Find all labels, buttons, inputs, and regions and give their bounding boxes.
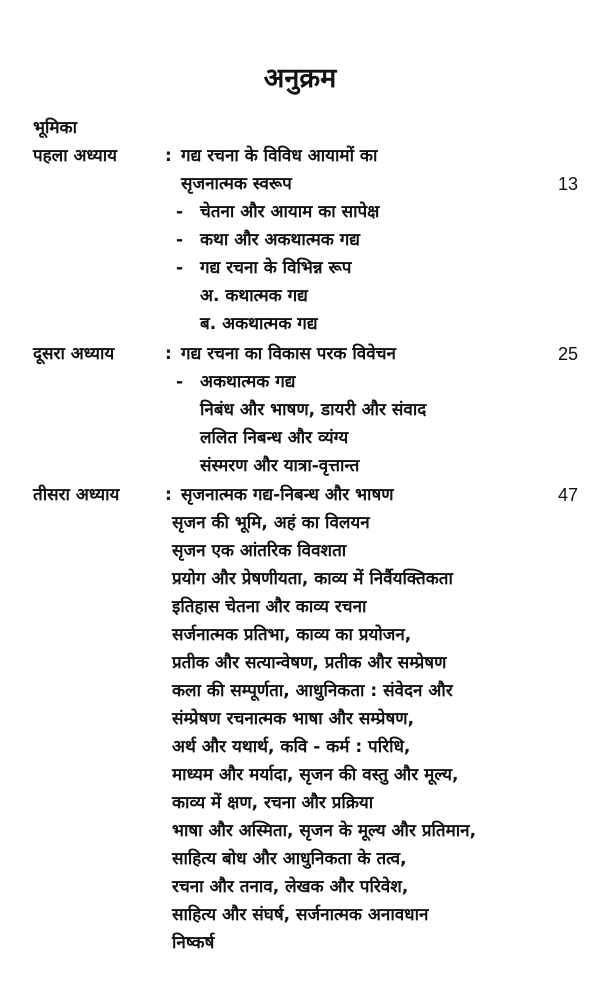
toc-subitem: भाषा और अस्मिता, सृजन के मूल्य और प्रतिमान,	[172, 821, 477, 841]
chapter-3-colon: :	[165, 485, 172, 505]
list-marker: -	[176, 258, 184, 278]
chapter-1-label: पहला अध्याय	[33, 146, 118, 166]
list-marker: -	[176, 372, 184, 392]
toc-subitem: काव्य में क्षण, रचना और प्रक्रिया	[172, 793, 374, 813]
chapter-2-page-number: 25	[557, 344, 578, 364]
toc-subitem: ललित निबन्ध और व्यंग्य	[200, 428, 349, 448]
page-title: अनुक्रम	[263, 63, 337, 94]
toc-subitem: संम्प्रेषण रचनात्मक भाषा और सम्प्रेषण,	[172, 709, 415, 729]
toc-subitem: सर्जनात्मक प्रतिभा, काव्य का प्रयोजन,	[172, 625, 412, 645]
toc-subitem: अर्थ और यथार्थ, कवि - कर्म : परिधि,	[172, 737, 411, 757]
chapter-1-title-line-1: गद्य रचना के विविध आयामों का	[181, 146, 378, 166]
toc-subitem: प्रतीक और सत्यान्वेषण, प्रतीक और सम्प्रेषण	[172, 653, 447, 673]
toc-subitem: संस्मरण और यात्रा-वृत्तान्त	[200, 456, 360, 476]
toc-subitem: माध्यम और मर्यादा, सृजन की वस्तु और मूल्य,	[172, 765, 459, 785]
toc-subitem: चेतना और आयाम का सापेक्ष	[200, 202, 380, 222]
chapter-3-title: सृजनात्मक गद्य-निबन्ध और भाषण	[181, 485, 394, 505]
chapter-2-label: दूसरा अध्याय	[33, 344, 115, 364]
chapter-2-colon: :	[165, 344, 172, 364]
toc-subitem: साहित्य और संघर्ष, सर्जनात्मक अनावधान	[172, 905, 429, 925]
toc-subitem: सृजन की भूमि, अहं का विलयन	[172, 513, 370, 533]
list-marker: -	[176, 202, 184, 222]
chapter-3-page-number: 47	[557, 485, 578, 505]
toc-subitem: प्रयोग और प्रेषणीयता, काव्य में निर्वैयक्तिकता	[172, 569, 453, 589]
chapter-2-title: गद्य रचना का विकास परक विवेचन	[181, 344, 396, 364]
toc-preface: भूमिका	[33, 118, 77, 138]
toc-subitem: निष्कर्ष	[172, 933, 215, 953]
chapter-1-colon: :	[165, 146, 172, 166]
chapter-1-page-number: 13	[557, 174, 578, 194]
toc-subitem: अ. कथात्मक गद्य	[200, 286, 308, 306]
toc-subitem: इतिहास चेतना और काव्य रचना	[172, 597, 367, 617]
toc-subitem: रचना और तनाव, लेखक और परिवेश,	[172, 877, 409, 897]
toc-subitem: ब. अकथात्मक गद्य	[200, 314, 318, 334]
toc-subitem: निबंध और भाषण, डायरी और संवाद	[200, 400, 427, 420]
list-marker: -	[176, 230, 184, 250]
toc-subitem: सृजन एक आंतरिक विवशता	[172, 541, 347, 561]
toc-subitem: कथा और अकथात्मक गद्य	[200, 230, 361, 250]
toc-subitem: अकथात्मक गद्य	[200, 372, 296, 392]
toc-subitem: गद्य रचना के विभिन्न रूप	[200, 258, 352, 278]
toc-subitem: कला की सम्पूर्णता, आधुनिकता : संवेदन और	[172, 681, 453, 701]
toc-subitem: साहित्य बोध और आधुनिकता के तत्व,	[172, 849, 407, 869]
chapter-3-label: तीसरा अध्याय	[33, 485, 120, 505]
chapter-1-title-line-2: सृजनात्मक स्वरूप	[181, 174, 292, 194]
